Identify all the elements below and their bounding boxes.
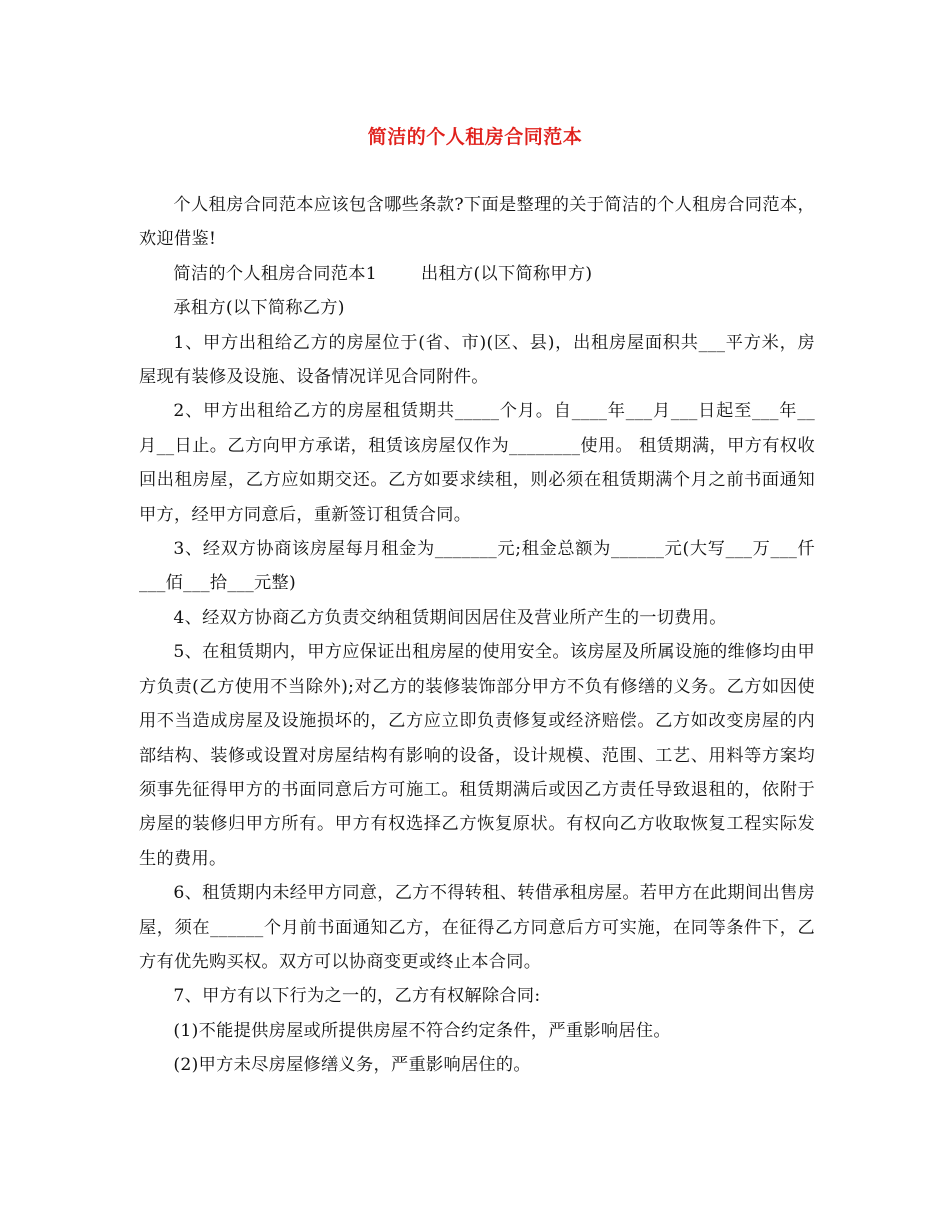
clause-2: 2、甲方出租给乙方的房屋租赁期共_____个月。自____年___月___日起至___年__月__日止。乙方向甲方承诺，租赁该房屋仅作为________使用。 租赁期满，甲方有权收回出租房屋，乙方应如期交还。乙方如要求续租，则必须在租赁期满个月之前书面通知甲方，经甲方同意后，重新签订租赁合同。	[139, 401, 815, 525]
lessee-label: 承租方(以下简称乙方)	[173, 298, 345, 319]
sub-item-1: (1)不能提供房屋或所提供房屋不符合约定条件，严重影响居住。	[173, 1020, 671, 1041]
lessor-label: 出租方(以下简称甲方)	[421, 263, 593, 284]
clause-3: 3、经双方协商该房屋每月租金为_______元;租金总额为______元(大写___万___仟___佰___拾___元整)	[139, 539, 815, 594]
clause-4: 4、经双方协商乙方负责交纳租赁期间因居住及营业所产生的一切费用。	[173, 607, 727, 628]
clause-7: 7、甲方有以下行为之一的，乙方有权解除合同:	[173, 986, 541, 1007]
clause-6: 6、租赁期内未经甲方同意，乙方不得转租、转借承租房屋。若甲方在此期间出售房屋，须在______个月前书面通知乙方，在征得乙方同意后方可实施，在同等条件下，乙方有优先购买权。双方可以协商变更或终止本合同。	[139, 883, 815, 972]
sample-heading: 简洁的个人租房合同范本1	[173, 263, 377, 284]
clause-1: 1、甲方出租给乙方的房屋位于(省、市)(区、县)，出租房屋面积共___平方米，房屋现有装修及设施、设备情况详见合同附件。	[139, 332, 815, 388]
document-title: 简洁的个人租房合同范本	[367, 126, 583, 148]
intro-paragraph: 个人租房合同范本应该包含哪些条款?下面是整理的关于简洁的个人租房合同范本，欢迎借鉴!	[139, 195, 815, 250]
sub-item-2: (2)甲方未尽房屋修缮义务，严重影响居住的。	[173, 1055, 531, 1076]
document-body	[139, 188, 815, 1083]
sample-heading-line	[139, 257, 815, 291]
clause-5: 5、在租赁期内，甲方应保证出租房屋的使用安全。该房屋及所属设施的维修均由甲方负责(乙方使用不当除外);对乙方的装修装饰部分甲方不负有修缮的义务。乙方如因使用不当造成房屋及设施损坏的，乙方应立即负责修复或经济赔偿。乙方如改变房屋的内部结构、装修或设置对房屋结构有影响的设备，设计规模、范围、工艺、用料等方案均须事先征得甲方的书面同意后方可施工。租赁期满后或因乙方责任导致退租的，依附于房屋的装修归甲方所有。甲方有权选择乙方恢复原状。有权向乙方收取恢复工程实际发生的费用。	[139, 642, 815, 869]
